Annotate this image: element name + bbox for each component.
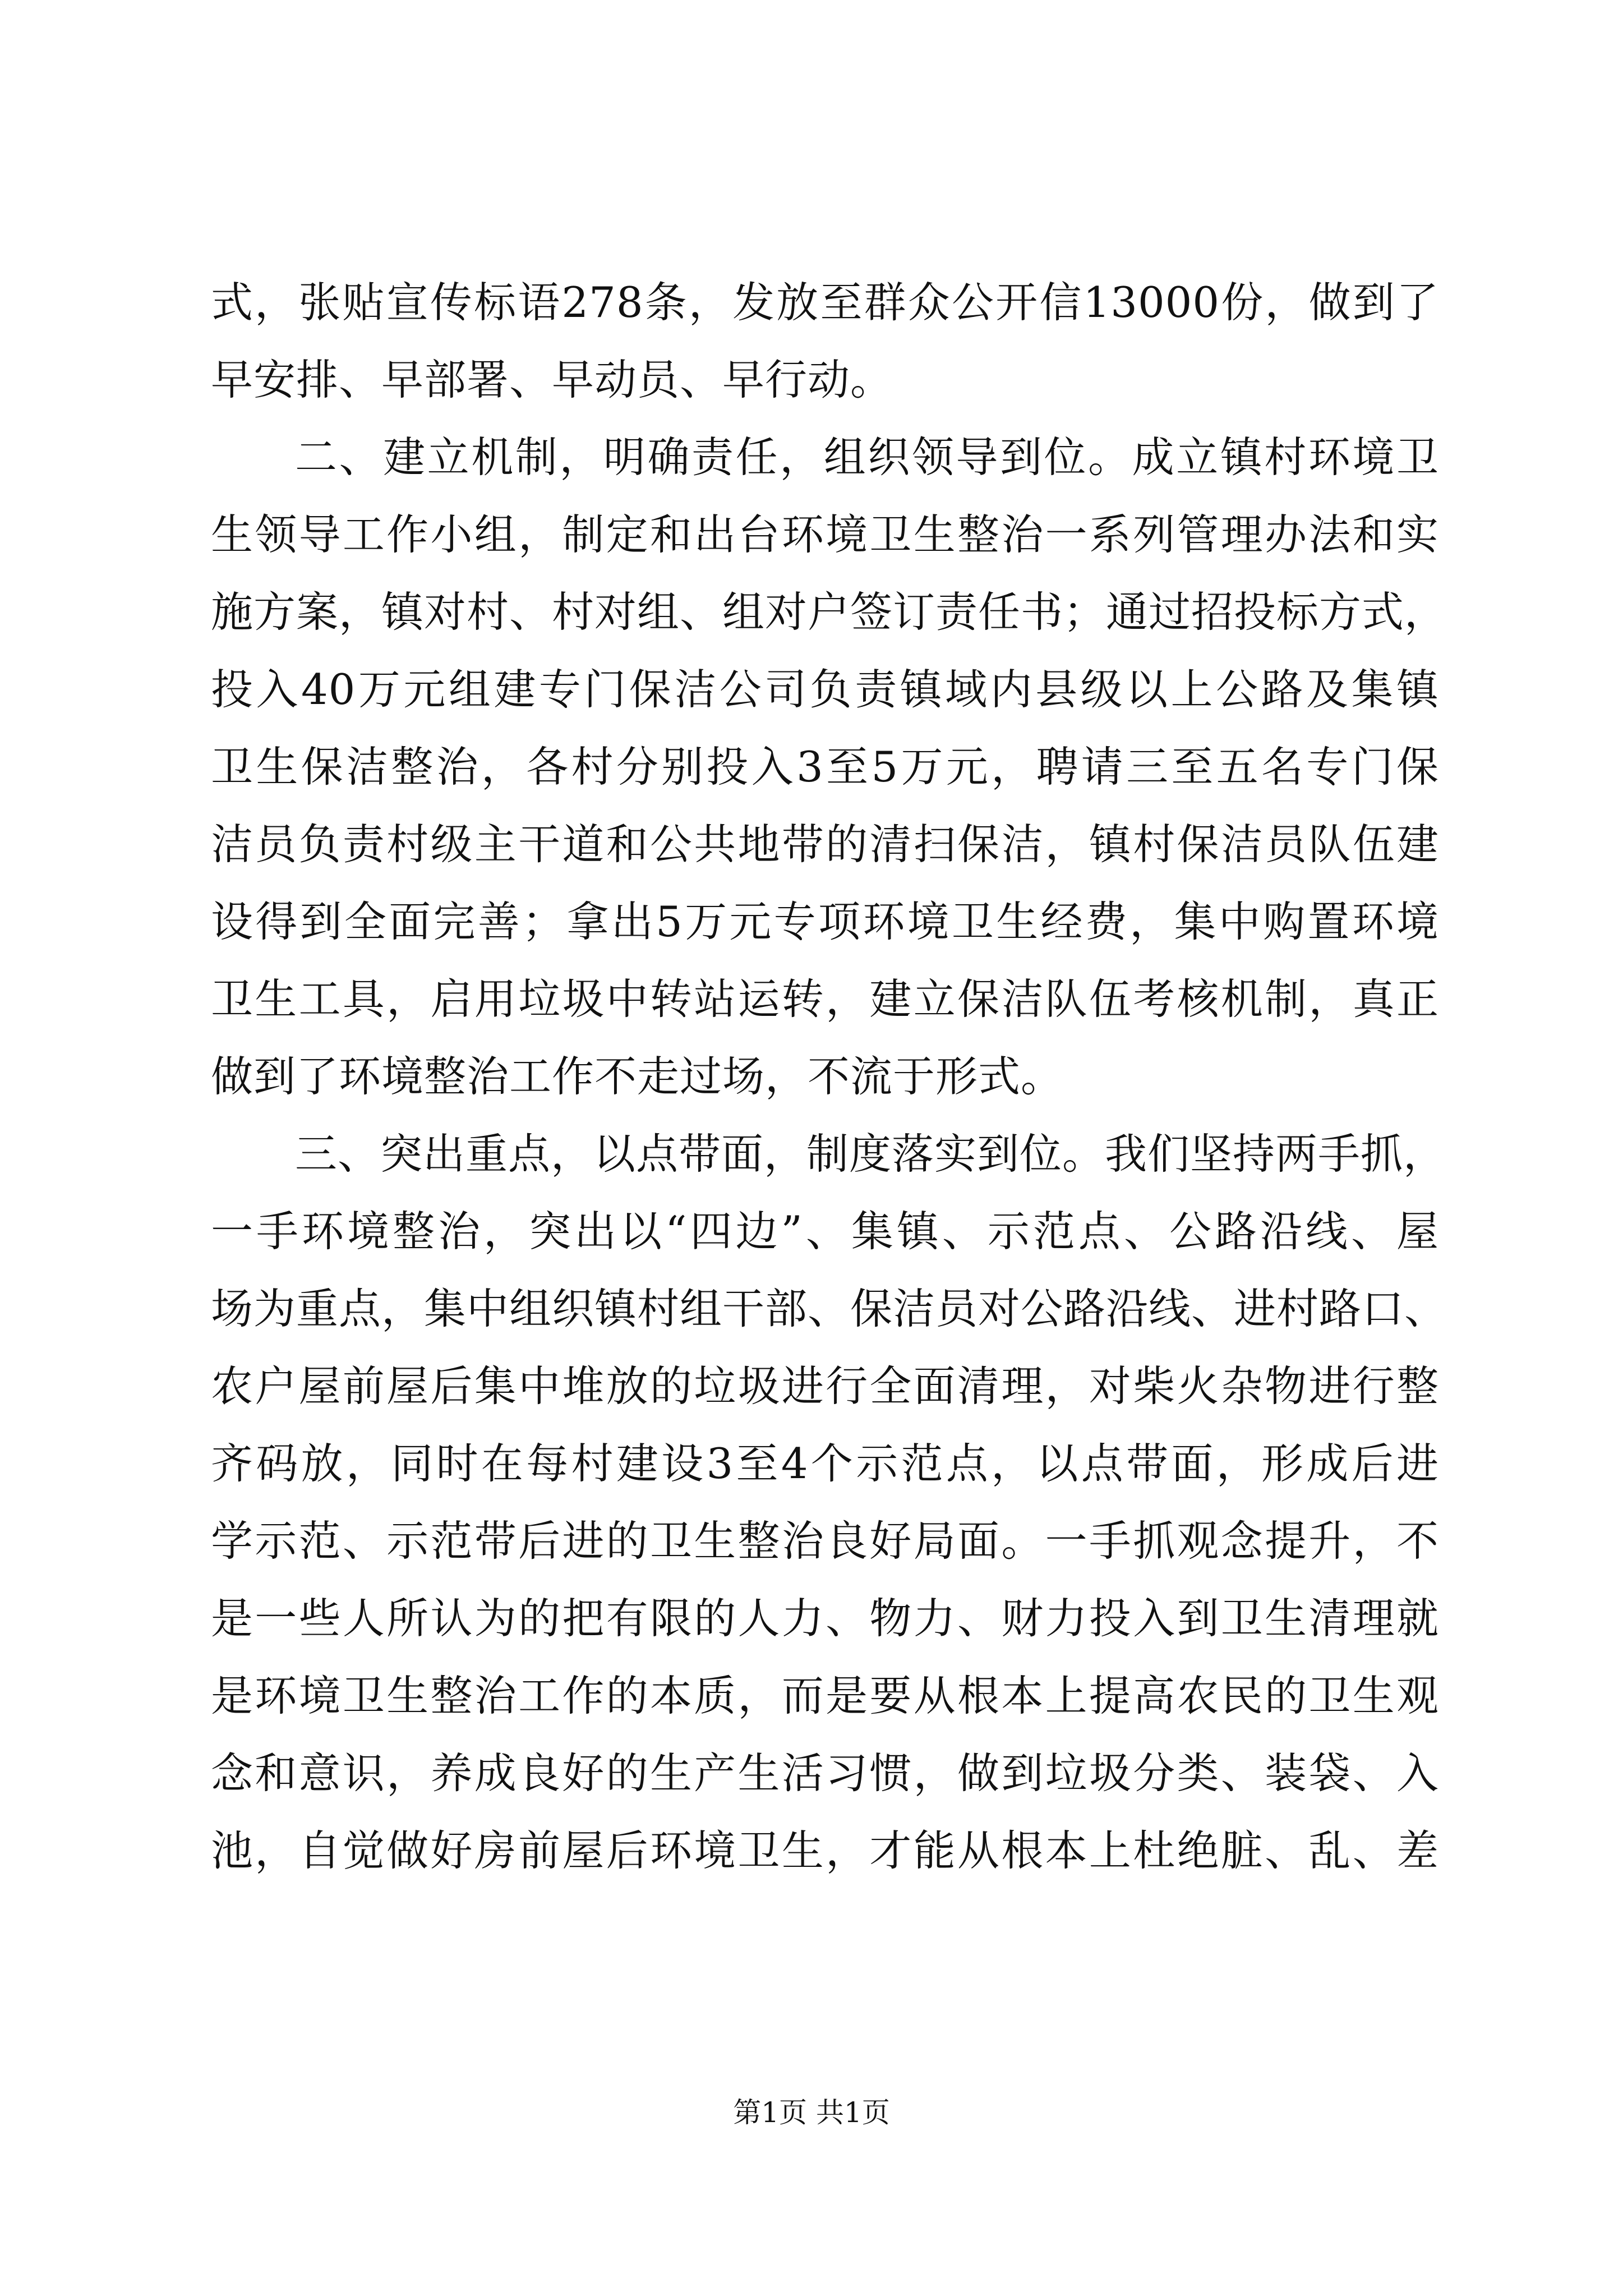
paragraph-3-line-5: 齐码放，同时在每村建设3至4个示范点，以点带面，形成后进 bbox=[211, 1439, 1439, 1488]
paragraph-1-line-1: 式，张贴宣传标语278条，发放至群众公开信13000份，做到了 bbox=[211, 278, 1439, 327]
paragraph-2-line-1: 二、建立机制，明确责任，组织领导到位。成立镇村环境卫 bbox=[295, 432, 1439, 482]
paragraph-3-line-2: 一手环境整治，突出以“四边”、集镇、示范点、公路沿线、屋 bbox=[211, 1207, 1439, 1256]
paragraph-2-line-6: 洁员负责村级主干道和公共地带的清扫保洁，镇村保洁员队伍建 bbox=[211, 820, 1439, 869]
paragraph-2-line-9: 做到了环境整治工作不走过场，不流于形式。 bbox=[211, 1052, 1064, 1101]
page-footer: 第1页 共1页 bbox=[733, 2096, 890, 2129]
paragraph-3-line-4: 农户屋前屋后集中堆放的垃圾进行全面清理，对柴火杂物进行整 bbox=[211, 1361, 1439, 1411]
paragraph-3-line-7: 是一些人所认为的把有限的人力、物力、财力投入到卫生清理就 bbox=[211, 1594, 1439, 1643]
paragraph-2-line-5: 卫生保洁整治，各村分别投入3至5万元，聘请三至五名专门保 bbox=[211, 742, 1439, 792]
paragraph-3-line-10: 池，自觉做好房前屋后环境卫生，才能从根本上杜绝脏、乱、差 bbox=[211, 1826, 1439, 1875]
document-body bbox=[211, 264, 1447, 1889]
paragraph-2-line-2: 生领导工作小组，制定和出台环境卫生整治一系列管理办法和实 bbox=[211, 510, 1439, 559]
paragraph-3-line-8: 是环境卫生整治工作的本质，而是要从根本上提高农民的卫生观 bbox=[211, 1671, 1439, 1720]
paragraph-2-line-3: 施方案，镇对村、村对组、组对户签订责任书；通过招投标方式， bbox=[211, 587, 1447, 637]
paragraph-1-line-2: 早安排、早部署、早动员、早行动。 bbox=[211, 355, 893, 404]
paragraph-3-line-9: 念和意识，养成良好的生产生活习惯，做到垃圾分类、装袋、入 bbox=[211, 1749, 1439, 1798]
paragraph-3-line-1: 三、突出重点，以点带面，制度落实到位。我们坚持两手抓， bbox=[295, 1129, 1446, 1179]
paragraph-3-line-6: 学示范、示范带后进的卫生整治良好局面。一手抓观念提升，不 bbox=[211, 1516, 1439, 1566]
paragraph-2-line-8: 卫生工具，启用垃圾中转站运转，建立保洁队伍考核机制，真正 bbox=[211, 974, 1439, 1024]
paragraph-3-line-3: 场为重点，集中组织镇村组干部、保洁员对公路沿线、进村路口、 bbox=[211, 1284, 1447, 1333]
paragraph-2-line-7: 设得到全面完善；拿出5万元专项环境卫生经费，集中购置环境 bbox=[211, 897, 1439, 946]
paragraph-2-line-4: 投入40万元组建专门保洁公司负责镇域内县级以上公路及集镇 bbox=[211, 665, 1439, 714]
